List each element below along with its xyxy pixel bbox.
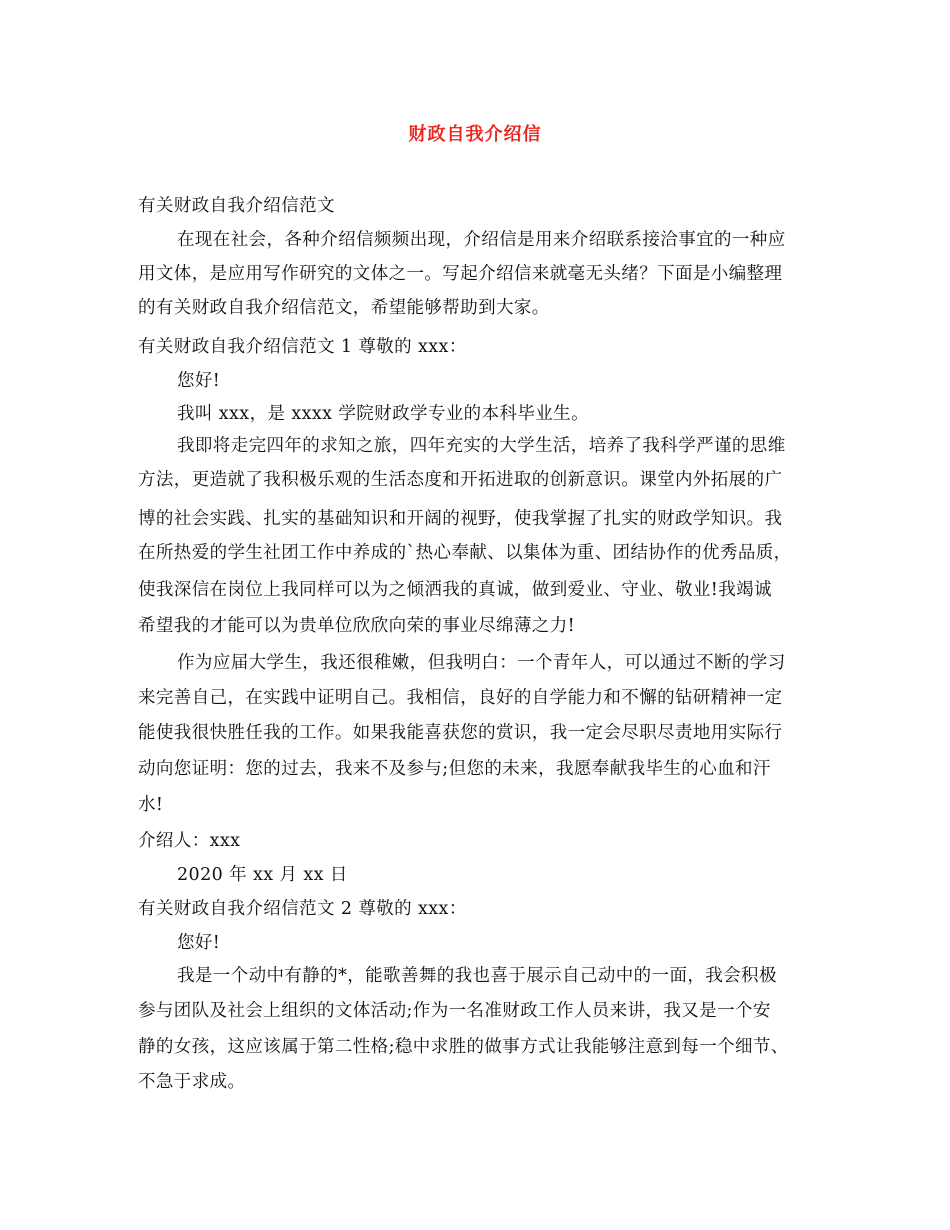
paragraph-line: 方法，更造就了我积极乐观的生活态度和开拓进取的创新意识。课堂内外拓展的广 (138, 470, 783, 490)
paragraph-line: 不急于求成。 (138, 1072, 246, 1092)
paragraph-line: 我叫 xxx，是 xxxx 学院财政学专业的本科毕业生。 (177, 404, 589, 424)
section-heading: 有关财政自我介绍信范文 2 尊敬的 xxx： (138, 899, 467, 919)
section-heading: 有关财政自我介绍信范文 (138, 196, 335, 216)
section-heading: 有关财政自我介绍信范文 1 尊敬的 xxx： (138, 337, 467, 357)
paragraph-line: 我即将走完四年的求知之旅，四年充实的大学生活，培养了我科学严谨的思维 (177, 436, 786, 456)
paragraph-line: 在所热爱的学生社团工作中养成的`热心奉献、以集体为重、团结协作的优秀品质， (138, 543, 792, 563)
paragraph-line: 能使我很快胜任我的工作。如果我能喜获您的赏识，我一定会尽职尽责地用实际行 (138, 723, 783, 743)
paragraph-line: 我是一个动中有静的*，能歌善舞的我也喜于展示自己动中的一面，我会积极 (177, 966, 777, 986)
greeting: 您好! (177, 371, 221, 391)
paragraph-line: 来完善自己，在实践中证明自己。我相信，良好的自学能力和不懈的钻研精神一定 (138, 688, 783, 708)
greeting: 您好! (177, 933, 221, 953)
paragraph-line: 水! (138, 795, 164, 815)
paragraph-line: 在现在社会，各种介绍信频频出现，介绍信是用来介绍联系接洽事宜的一种应 (177, 230, 786, 250)
paragraph-line: 动向您证明：您的过去，我来不及参与;但您的未来，我愿奉献我毕生的心血和汗 (138, 759, 771, 779)
paragraph-line: 作为应届大学生，我还很稚嫩，但我明白：一个青年人，可以通过不断的学习 (177, 653, 786, 673)
date-line: 2020 年 xx 月 xx 日 (177, 865, 348, 885)
paragraph-line: 使我深信在岗位上我同样可以为之倾洒我的真诚，做到爱业、守业、敬业!我竭诚 (138, 580, 772, 600)
paragraph-line: 参与团队及社会上组织的文体活动;作为一名准财政工作人员来讲，我又是一个安 (138, 1001, 771, 1021)
paragraph-line: 希望我的才能可以为贵单位欣欣向荣的事业尽绵薄之力! (138, 616, 576, 636)
paragraph-line: 用文体，是应用写作研究的文体之一。写起介绍信来就毫无头绪？下面是小编整理 (138, 264, 783, 284)
paragraph-line: 博的社会实践、扎实的基础知识和开阔的视野，使我掌握了扎实的财政学知识。我 (138, 509, 783, 529)
paragraph-line: 静的女孩，这应该属于第二性格;稳中求胜的做事方式让我能够注意到每一个细节、 (138, 1037, 789, 1057)
document-title: 财政自我介绍信 (408, 124, 542, 145)
signature-line: 介绍人：xxx (138, 831, 241, 851)
paragraph-line: 的有关财政自我介绍信范文，希望能够帮助到大家。 (138, 298, 550, 318)
